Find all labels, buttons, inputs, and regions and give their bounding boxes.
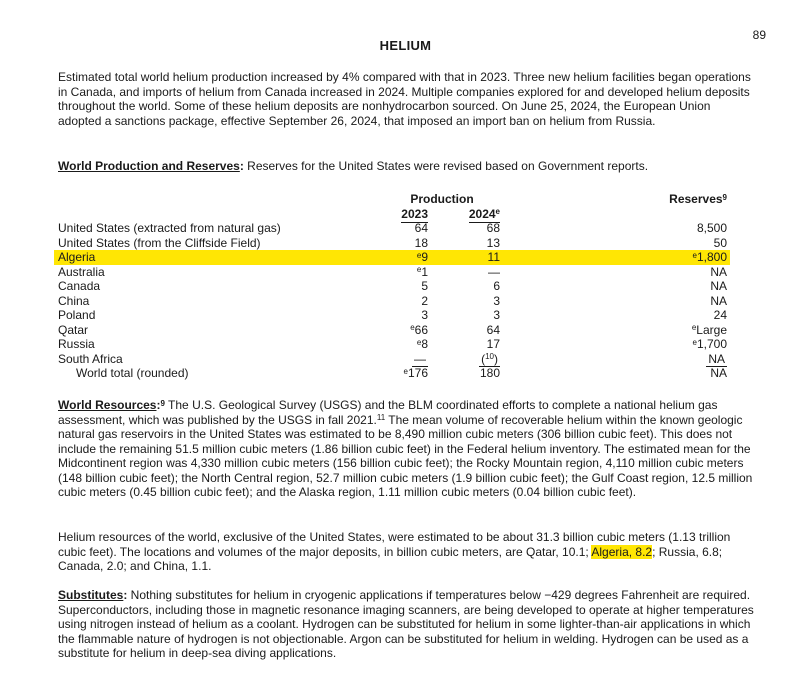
value: 180 xyxy=(479,366,500,380)
page-number: 89 xyxy=(752,28,766,42)
heading-colon: : xyxy=(156,398,161,412)
table-header-row-2 xyxy=(58,207,727,222)
value: 176 xyxy=(407,366,428,380)
value: 68 xyxy=(486,221,500,235)
value: NA xyxy=(710,366,727,380)
col-2023-header-cell xyxy=(368,207,428,222)
production-2024-cell xyxy=(428,279,500,294)
table-row-south-africa xyxy=(58,352,727,367)
value: 17 xyxy=(486,337,500,351)
table-row-algeria-highlighted xyxy=(58,250,727,265)
total-rule xyxy=(479,352,500,368)
page-title: HELIUM xyxy=(379,38,432,53)
footnote-superscript: 9 xyxy=(160,398,165,408)
deposits-text-1: Helium resources of the world, exclusive of the United States, were estimated to be about 31.3 billion cubic meters (1.13 trillion cubic feet). The locations and volumes of the major deposits, in billion cubic meters, are Qatar, 10.1; xyxy=(58,530,731,559)
country-label: China xyxy=(58,293,90,308)
world-resources-text-2: The mean volume of recoverable helium within the known geologic natural gas reservoirs in the United States was estimated to be 8,490 million cubic meters (306 billion cubic feet). This does not include the remaining 51.5 million cubic meters (1.86 billion cubic feet) in the Federal helium inventory. The estimated mean for the Midcontinent region was 4,330 million cubic meters (156 billion cubic feet); the Rocky Mountain region, 4,110 million cubic meters (148 billion cubic feet); the North Central region, 52.7 million cubic meters (1.9 billion cubic feet); the Gulf Coast region, 12.5 million cubic meters (0.45 billion cubic feet); and the Alaska region, 1.11 million cubic meters (0.04 billion cubic feet). xyxy=(58,412,753,499)
value: NA xyxy=(710,293,727,308)
value: 8,500 xyxy=(696,221,727,235)
value: NA xyxy=(710,264,727,279)
paren-close: ) xyxy=(494,351,498,366)
reserves-cell xyxy=(500,294,727,309)
world-resources-text-1: The U.S. Geological Survey (USGS) and the BLM coordinated efforts to complete a national helium gas assessment, which was published by the USGS in fall 2021. xyxy=(58,398,718,427)
production-2024-cell xyxy=(428,236,500,251)
intro-paragraph: Estimated total world helium production increased by 4% compared with that in 2023. Three new helium facilities began operations in Canada, and imports of helium from Canada increased in 2024. Multiple companies explored for and developed helium deposits throughout the world. Some of these helium deposits are nonhydrocarbon sourced. On June 25, 2024, the European Union adopted a sanctions package, effective September 26, 2024, that imposed an import ban on helium from Russia. xyxy=(58,70,751,128)
table-row-world-total xyxy=(58,366,727,381)
col-2023-header: 2023 xyxy=(401,206,428,221)
production-2023-cell xyxy=(368,265,428,280)
paren-open: ( xyxy=(481,351,486,366)
reserves-cell xyxy=(500,250,727,265)
value: 50 xyxy=(713,235,727,250)
footnote-superscript: 11 xyxy=(376,413,386,422)
deposits-text-2: ; Russia, 6.8; Canada, 2.0; and China, 1.1. xyxy=(58,544,723,573)
reserves-cell xyxy=(500,337,727,352)
world-production-heading xyxy=(58,159,756,174)
reserves-cell xyxy=(500,366,727,381)
country-label: United States (from the Cliffside Field) xyxy=(58,235,261,250)
highlighted-text-algeria: Algeria, 8.2 xyxy=(591,544,653,559)
estimate-superscript: e xyxy=(416,250,422,260)
value: NA xyxy=(710,279,727,293)
world-total-label: World total (rounded) xyxy=(76,366,189,380)
production-2023-cell xyxy=(368,236,428,251)
production-2023-cell xyxy=(368,294,428,309)
production-2024-cell xyxy=(428,250,500,265)
value: 9 xyxy=(421,250,428,264)
value: 13 xyxy=(486,235,500,250)
estimate-superscript: e xyxy=(410,323,415,332)
table-row-canada xyxy=(58,279,727,294)
value: 3 xyxy=(493,308,500,322)
footnote-superscript: 10 xyxy=(485,352,494,361)
value: 18 xyxy=(414,235,428,250)
reserves-cell xyxy=(500,221,727,236)
reserves-column-header xyxy=(500,192,727,207)
value: 64 xyxy=(414,221,428,235)
header-spacer xyxy=(58,192,368,207)
table-row-australia xyxy=(58,265,727,280)
table-row-china xyxy=(58,294,727,309)
substitutes-label: Substitutes xyxy=(58,588,124,602)
production-2024-cell xyxy=(428,221,500,236)
table-row-united-states-natural-gas xyxy=(58,221,727,236)
value: 64 xyxy=(486,322,500,337)
estimate-superscript: e xyxy=(403,366,408,376)
world-resources-label: World Resources xyxy=(58,398,157,412)
production-2023-cell xyxy=(368,323,428,338)
country-label: Australia xyxy=(58,264,105,279)
world-resources-paragraph xyxy=(58,398,756,500)
table-header-row-1 xyxy=(58,192,727,207)
total-rule: NA xyxy=(708,351,725,366)
production-2023-cell xyxy=(368,250,428,265)
country-label: Qatar xyxy=(58,322,89,337)
value: 6 xyxy=(493,279,500,293)
country-label: Canada xyxy=(58,279,101,293)
value: Large xyxy=(696,322,727,337)
production-reserves-table xyxy=(58,192,727,381)
reserves-cell xyxy=(500,308,727,323)
estimate-superscript: e xyxy=(691,323,697,332)
value: 1 xyxy=(421,264,428,279)
value: 3 xyxy=(493,293,500,308)
production-2023-cell xyxy=(368,279,428,294)
total-rule: — xyxy=(414,351,426,366)
estimate-superscript: e xyxy=(416,337,422,347)
country-label: United States (extracted from natural gas) xyxy=(58,221,281,235)
reserves-cell xyxy=(500,352,727,367)
country-label: South Africa xyxy=(58,351,123,366)
production-2024-cell xyxy=(428,323,500,338)
production-2023-cell xyxy=(368,352,428,367)
production-2024-cell xyxy=(428,366,500,381)
production-2024-cell xyxy=(428,337,500,352)
table-row-qatar xyxy=(58,323,727,338)
world-production-label: World Production and Reserves xyxy=(58,159,240,173)
world-deposits-paragraph xyxy=(58,530,756,574)
estimate-superscript: e xyxy=(692,250,697,260)
world-production-text: Reserves for the United States were revised based on Government reports. xyxy=(243,159,649,173)
substitutes-text: Nothing substitutes for helium in cryogenic applications if temperatures below −429 degrees Fahrenheit are required. Superconductors, including those in magnetic resonance imaging scanners, are being developed to operate at higher temperatures using nitrogen instead of helium as a coolant. Hydrogen can be substituted for helium in some lighter-than-air applications in which the flammable nature of hydrogen is not objectionable. Argon can be substituted for helium in welding. Hydrogen can be used as a substitute for helium in deep-sea diving applications. xyxy=(58,588,754,660)
reserves-label: Reserves xyxy=(669,192,723,206)
value: 11 xyxy=(487,250,500,264)
header-spacer xyxy=(500,207,727,222)
production-2023-cell xyxy=(368,308,428,323)
value: 66 xyxy=(414,322,428,337)
reserves-cell xyxy=(500,279,727,294)
table-row-united-states-cliffside xyxy=(58,236,727,251)
estimate-superscript: e xyxy=(495,207,500,216)
production-2024-cell xyxy=(428,352,500,367)
heading-colon: : xyxy=(239,159,244,173)
table-row-russia xyxy=(58,337,727,352)
value: 1,700 xyxy=(696,337,727,351)
production-2024-cell xyxy=(428,294,500,309)
header-spacer xyxy=(58,207,368,222)
value: 3 xyxy=(421,308,428,322)
col-2024-year: 2024 xyxy=(468,206,496,221)
reserves-footnote-superscript: 9 xyxy=(722,192,727,202)
production-2023-cell xyxy=(368,221,428,236)
reserves-cell xyxy=(500,323,727,338)
estimate-superscript: e xyxy=(416,265,422,274)
estimate-superscript: e xyxy=(692,337,697,347)
heading-colon: : xyxy=(123,588,128,602)
production-2023-cell xyxy=(368,366,428,381)
value: 1,800 xyxy=(696,250,727,264)
value: 24 xyxy=(713,308,727,322)
production-2023-cell xyxy=(368,337,428,352)
production-2024-cell xyxy=(428,265,500,280)
value: 8 xyxy=(421,337,428,351)
value: — xyxy=(488,264,500,279)
col-2024-header-cell xyxy=(428,207,500,222)
reserves-cell xyxy=(500,265,727,280)
reserves-cell xyxy=(500,236,727,251)
table-row-poland xyxy=(58,308,727,323)
substitutes-paragraph xyxy=(58,588,756,661)
production-2024-cell xyxy=(428,308,500,323)
production-column-header: Production xyxy=(410,192,474,206)
value: 5 xyxy=(421,279,428,293)
country-label: Russia xyxy=(58,337,95,351)
country-label: Poland xyxy=(58,308,96,322)
value: 2 xyxy=(421,293,428,308)
country-label: Algeria xyxy=(58,250,96,264)
